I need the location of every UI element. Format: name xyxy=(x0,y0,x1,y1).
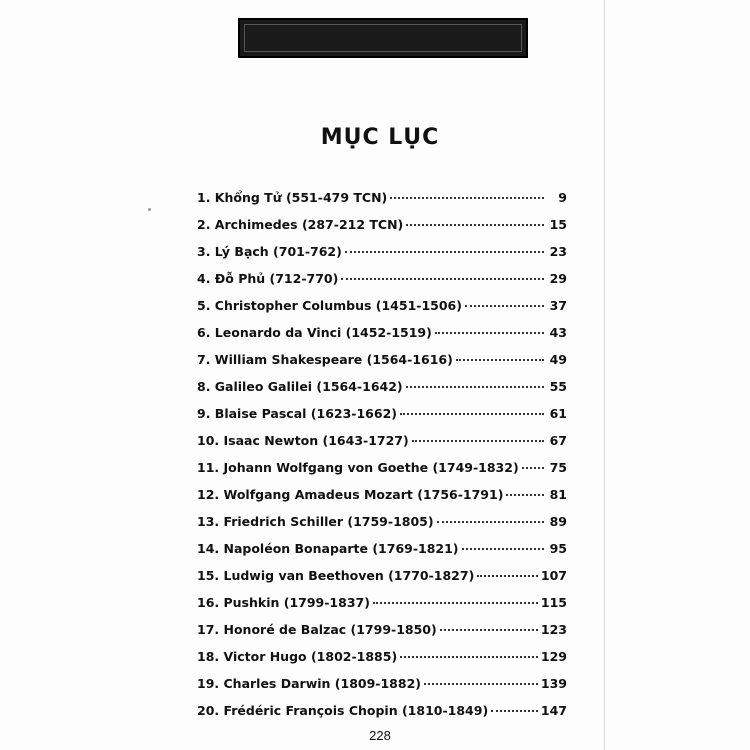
toc-entry-title: 4. Đỗ Phủ (712-770) xyxy=(197,271,339,286)
toc-entry-title: 3. Lý Bạch (701-762) xyxy=(197,244,342,259)
page-title: MỤC LỤC xyxy=(320,125,440,150)
page-edge xyxy=(604,0,605,750)
toc-entry-title: 12. Wolfgang Amadeus Mozart (1756-1791) xyxy=(197,487,504,502)
toc-entry-page: 37 xyxy=(549,298,567,313)
toc-entry-title: 1. Khổng Tử (551-479 TCN) xyxy=(197,190,388,205)
paper-speck xyxy=(148,208,151,211)
toc-entry-page: 29 xyxy=(549,271,567,286)
toc-entry-page: 139 xyxy=(540,676,567,691)
toc-entry-title: 20. Frédéric François Chopin (1810-1849) xyxy=(197,703,489,718)
toc-entry-page: 115 xyxy=(540,595,567,610)
toc-entry-title: 14. Napoléon Bonaparte (1769-1821) xyxy=(197,541,459,556)
toc-entry xyxy=(197,541,567,568)
toc-entry-title: 19. Charles Darwin (1809-1882) xyxy=(197,676,421,691)
toc-entry xyxy=(197,568,567,595)
toc-entry-title: 15. Ludwig van Beethoven (1770-1827) xyxy=(197,568,475,583)
toc-entry xyxy=(197,406,567,433)
toc-entry-title: 13. Friedrich Schiller (1759-1805) xyxy=(197,514,434,529)
dot-leader xyxy=(400,413,544,415)
dot-leader xyxy=(400,656,538,658)
dot-leader xyxy=(456,359,544,361)
dot-leader xyxy=(424,683,538,685)
dot-leader xyxy=(440,629,538,631)
toc-entry-page: 81 xyxy=(549,487,567,502)
dot-leader xyxy=(345,251,544,253)
toc-entry-title: 16. Pushkin (1799-1837) xyxy=(197,595,370,610)
toc-entry xyxy=(197,460,567,487)
toc-entry-page: 55 xyxy=(549,379,567,394)
dot-leader xyxy=(406,386,544,388)
toc-entry xyxy=(197,379,567,406)
toc-entry xyxy=(197,703,567,730)
toc-entry xyxy=(197,649,567,676)
toc-entry xyxy=(197,352,567,379)
toc-entry-page: 129 xyxy=(540,649,567,664)
toc-entry xyxy=(197,271,567,298)
toc-entry-page: 95 xyxy=(549,541,567,556)
toc-entry xyxy=(197,217,567,244)
toc-entry-title: 10. Isaac Newton (1643-1727) xyxy=(197,433,409,448)
dot-leader xyxy=(522,467,544,469)
toc-entry-page: 43 xyxy=(549,325,567,340)
toc-entry xyxy=(197,487,567,514)
page-number: 228 xyxy=(369,728,391,743)
dot-leader xyxy=(406,224,544,226)
toc-entry xyxy=(197,190,567,217)
toc-entry-page: 61 xyxy=(549,406,567,421)
dot-leader xyxy=(437,521,544,523)
toc-entry-title: 18. Victor Hugo (1802-1885) xyxy=(197,649,398,664)
toc-entry-page: 107 xyxy=(540,568,567,583)
dot-leader xyxy=(465,305,544,307)
table-of-contents xyxy=(197,190,567,730)
toc-entry-page: 147 xyxy=(540,703,567,718)
header-banner xyxy=(238,18,528,58)
toc-entry-page: 123 xyxy=(540,622,567,637)
dot-leader xyxy=(491,710,538,712)
dot-leader xyxy=(390,197,544,199)
toc-entry-page: 67 xyxy=(549,433,567,448)
toc-entry xyxy=(197,676,567,703)
toc-entry xyxy=(197,298,567,325)
toc-entry-page: 89 xyxy=(549,514,567,529)
toc-entry-title: 9. Blaise Pascal (1623-1662) xyxy=(197,406,397,421)
dot-leader xyxy=(462,548,544,550)
toc-entry-title: 5. Christopher Columbus (1451-1506) xyxy=(197,298,462,313)
dot-leader xyxy=(506,494,544,496)
toc-entry-title: 6. Leonardo da Vinci (1452-1519) xyxy=(197,325,432,340)
toc-entry xyxy=(197,622,567,649)
dot-leader xyxy=(477,575,538,577)
dot-leader xyxy=(412,440,544,442)
toc-entry-title: 7. William Shakespeare (1564-1616) xyxy=(197,352,453,367)
toc-entry-page: 75 xyxy=(549,460,567,475)
toc-entry xyxy=(197,244,567,271)
toc-entry xyxy=(197,325,567,352)
toc-entry xyxy=(197,514,567,541)
toc-entry-title: 8. Galileo Galilei (1564-1642) xyxy=(197,379,403,394)
toc-entry-page: 15 xyxy=(549,217,567,232)
toc-entry xyxy=(197,433,567,460)
toc-entry xyxy=(197,595,567,622)
toc-entry-page: 9 xyxy=(558,190,567,205)
toc-entry-title: 2. Archimedes (287-212 TCN) xyxy=(197,217,404,232)
toc-entry-title: 11. Johann Wolfgang von Goethe (1749-1832) xyxy=(197,460,519,475)
dot-leader xyxy=(435,332,544,334)
toc-entry-title: 17. Honoré de Balzac (1799-1850) xyxy=(197,622,437,637)
dot-leader xyxy=(341,278,544,280)
toc-entry-page: 23 xyxy=(549,244,567,259)
dot-leader xyxy=(373,602,538,604)
toc-entry-page: 49 xyxy=(549,352,567,367)
